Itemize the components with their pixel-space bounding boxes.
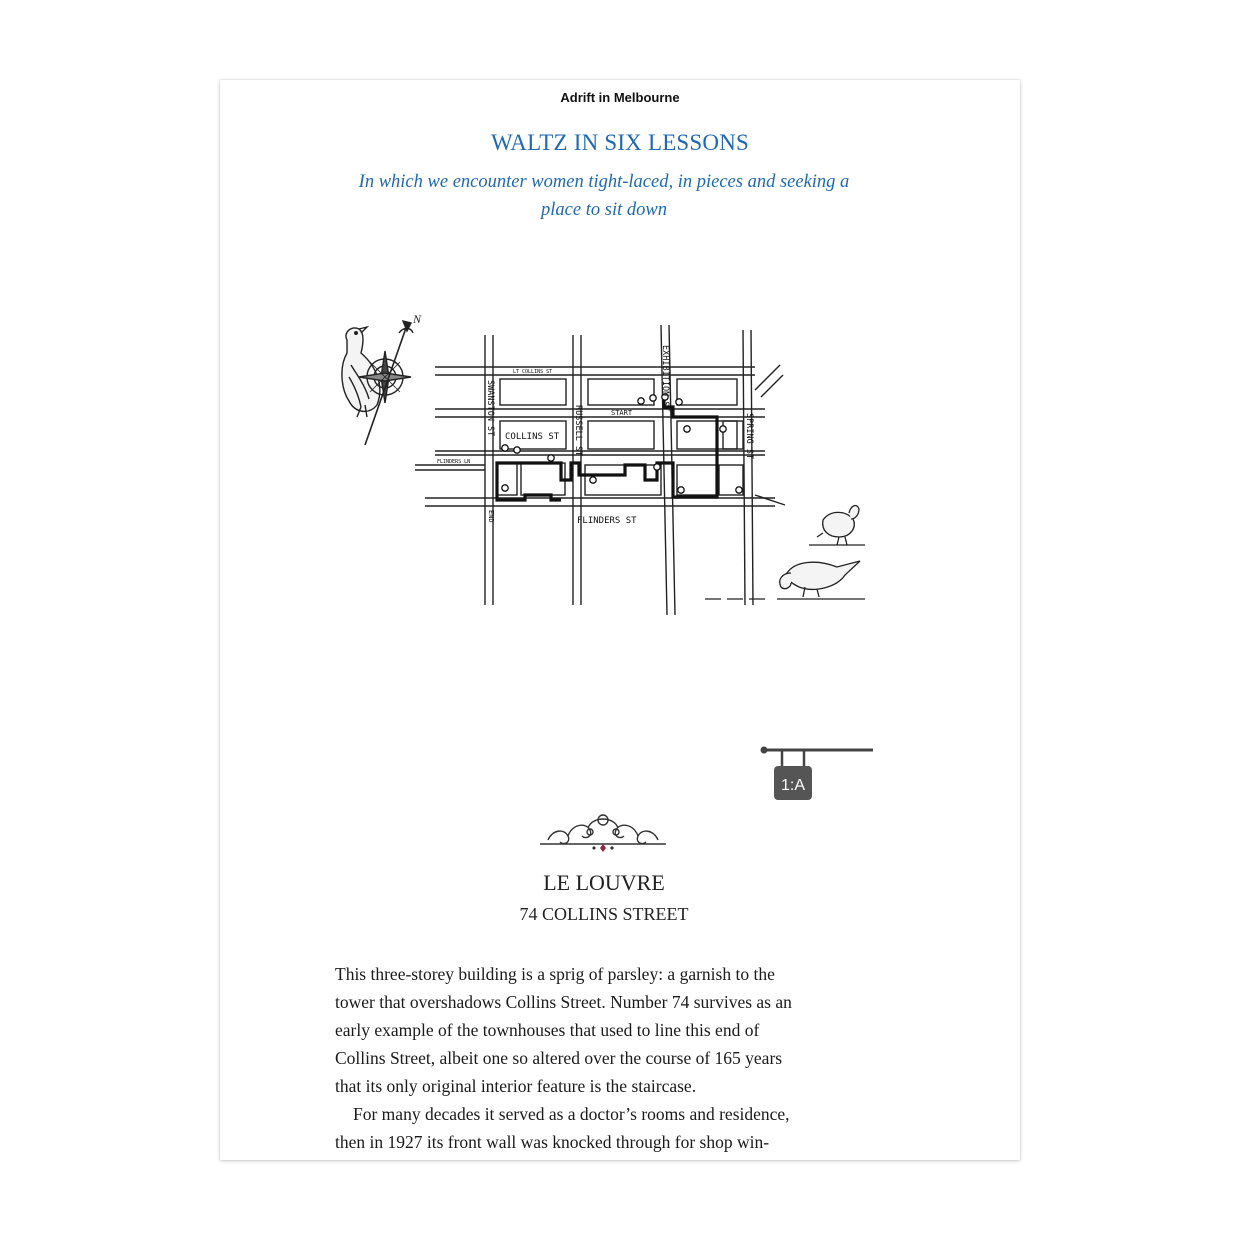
body-line: that its only original interior feature is the staircase. [335,1076,697,1096]
compass-north-label: N [413,312,422,326]
street-label-collins: COLLINS ST [505,432,560,442]
hanging-sign [758,740,878,810]
route-start-label: START [611,409,633,417]
chapter-subtitle [340,168,868,224]
walking-route [497,400,717,500]
book-page [220,80,1020,1160]
entry-title: LE LOUVRE [543,870,665,895]
section-ornament [538,806,668,854]
entry-address: 74 COLLINS STREET [519,904,689,924]
street-label-swanston: SWANSTON ST [485,380,495,437]
body-line: This three-storey building is a sprig of parsley: a garnish to the [335,964,775,984]
body-line: tower that overshadows Collins Street. Number 74 survives as an [335,992,792,1012]
street-label-spring: SPRING ST [744,413,754,460]
body-text [335,960,875,1156]
street-grid [415,325,785,615]
body-line: Collins Street, albeit one so altered over the course of 165 years [335,1048,783,1068]
chapter-title: WALTZ IN SIX LESSONS [490,130,750,155]
sign-label: 1:A [780,777,806,794]
body-line: then in 1927 its front wall was knocked through for shop win- [335,1132,770,1152]
pigeon-compass-illustration [342,312,422,445]
body-line: early example of the townhouses that used to line this end of [335,1020,760,1040]
chapter-subtitle-line-1: In which we encounter women tight-laced, in pieces and seeking a [358,172,850,192]
street-label-flinders-ln: FLINDERS LN [437,459,471,465]
body-line: For many decades it served as a doctor’s rooms and residence, [353,1104,790,1124]
street-label-lt-collins: LT COLLINS ST [513,369,553,375]
route-end-label: END [487,510,495,523]
street-label-exhibition: EXHIBITION ST [660,345,670,412]
running-head: Adrift in Melbourne [560,90,680,105]
street-label-flinders: FLINDERS ST [577,516,637,526]
pigeons-illustration [705,506,865,599]
street-label-russell: RUSSELL ST [573,405,583,457]
chapter-subtitle-line-2: place to sit down [541,200,667,220]
walking-tour-map [325,305,870,625]
